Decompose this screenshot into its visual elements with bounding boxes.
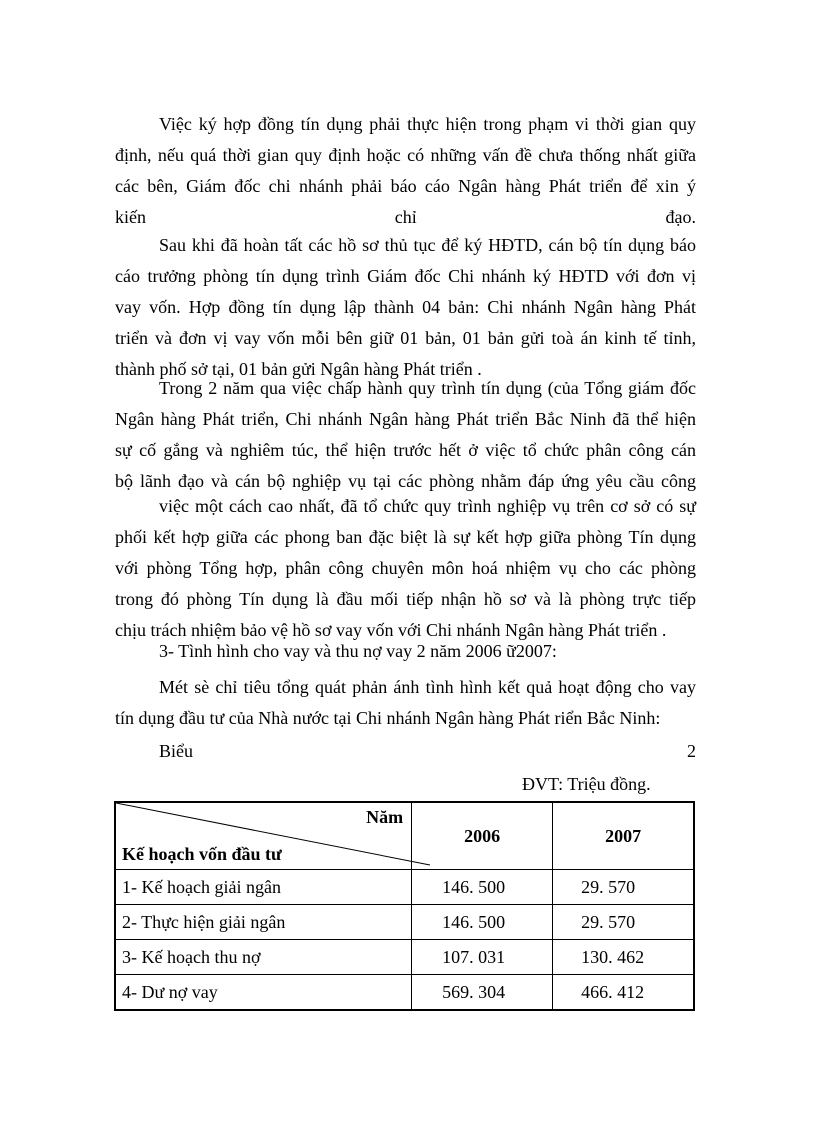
value-2006: 107. 031	[412, 940, 553, 975]
caption-label: Biểu	[159, 741, 193, 761]
table-header-row	[115, 802, 694, 870]
text-line: định, nếu quá thời gian quy định hoặc có những vấn đề chưa thống nhất giữa	[115, 145, 696, 165]
unit-label: ĐVT: Triệu đồng.	[522, 774, 651, 794]
header-year-label: Năm	[366, 807, 404, 827]
text-line: cáo trưởng phòng tín dụng trình Giám đốc Chi nhánh ký HĐTD với đơn vị	[115, 266, 696, 286]
paragraph-hdtd-procedure	[115, 230, 696, 385]
caption-number: 2	[687, 741, 696, 761]
word: kiến	[115, 207, 146, 227]
row-label: 2- Thực hiện giải ngân	[115, 905, 412, 940]
value-2007: 466. 412	[553, 975, 694, 1011]
table-row	[115, 905, 694, 940]
value-2007: 130. 462	[553, 940, 694, 975]
text-line: phối kết hợp giữa các phong ban đặc biệt là sự kết hợp giữa phòng Tín dụng	[115, 527, 696, 547]
text-line: Ngân hàng Phát triển, Chi nhánh Ngân hàng Phát triển Bắc Ninh đã thể hiện	[115, 409, 696, 429]
table-row	[115, 975, 694, 1011]
text-line: 3- Tình hình cho vay và thu nợ vay 2 năm 2006 ữ2007:	[159, 641, 557, 661]
diagonal-header-cell	[115, 802, 412, 870]
text-line: Việc ký hợp đồng tín dụng phải thực hiện trong phạm vi thời gian quy	[159, 114, 696, 134]
table-row	[115, 940, 694, 975]
header-2006: 2006	[412, 802, 553, 870]
table-row	[115, 870, 694, 905]
row-label: 3- Kế hoạch thu nợ	[115, 940, 412, 975]
section-heading	[115, 636, 696, 667]
word: đạo.	[665, 207, 696, 227]
value-2007: 29. 570	[553, 870, 694, 905]
investment-table	[114, 801, 695, 1011]
row-label: 4- Dư nợ vay	[115, 975, 412, 1011]
text-line: thành phố sở tại, 01 bản gửi Ngân hàng Phát triển .	[115, 359, 482, 379]
text-line: tín dụng đầu tư của Nhà nước tại Chi nhánh Ngân hàng Phát riển Bắc Ninh:	[115, 708, 661, 728]
text-line: trong đó phòng Tín dụng là đầu mối tiếp nhận hồ sơ và là phòng trực tiếp	[115, 589, 696, 609]
paragraph-two-years	[115, 373, 696, 497]
text-line: bộ lãnh đạo và cán bộ nghiệp vụ tại các phòng nhằm đáp ứng yêu cầu công	[115, 471, 696, 491]
text-line: việc một cách cao nhất, đã tổ chức quy trình nghiệp vụ trên cơ sở có sự	[159, 496, 696, 516]
text-line: Mét sè chỉ tiêu tổng quát phản ánh tình hình kết quả hoạt động cho vay	[159, 677, 696, 697]
text-line: các bên, Giám đốc chi nhánh phải báo cáo Ngân hàng Phát triển để xin ý	[115, 176, 696, 196]
value-2007: 29. 570	[553, 905, 694, 940]
value-2006: 146. 500	[412, 870, 553, 905]
text-line: chịu trách nhiệm bảo vệ hồ sơ vay vốn với Chi nhánh Ngân hàng Phát triển .	[115, 620, 667, 640]
value-2006: 146. 500	[412, 905, 553, 940]
text-line: triển và đơn vị vay vốn mỗi bên giữ 01 bản, 01 bản gửi toà án kinh tế tỉnh,	[115, 328, 696, 348]
text-line: Trong 2 năm qua việc chấp hành quy trình tín dụng (của Tổng giám đốc	[159, 378, 696, 398]
paragraph-contract-signing	[115, 109, 696, 233]
table-caption	[159, 736, 696, 767]
text-line: sự cố gắng và nghiêm túc, thể hiện trước hết ở việc tổ chức phân công cán	[115, 440, 696, 460]
text-line: với phòng Tổng hợp, phân công chuyên môn hoá nhiệm vụ cho các phòng	[115, 558, 696, 578]
paragraph-organization	[115, 491, 696, 646]
paragraph-indicators	[115, 672, 696, 734]
caption-line	[159, 736, 696, 767]
header-2007: 2007	[553, 802, 694, 870]
text-line: Sau khi đã hoàn tất các hồ sơ thủ tục để ký HĐTD, cán bộ tín dụng báo	[159, 235, 696, 255]
row-label: 1- Kế hoạch giải ngân	[115, 870, 412, 905]
text-line-spread	[115, 202, 696, 233]
value-2006: 569. 304	[412, 975, 553, 1011]
word: chỉ	[394, 207, 417, 227]
header-row-label: Kế hoạch vốn đầu tư	[122, 844, 282, 864]
text-line: vay vốn. Hợp đồng tín dụng lập thành 04 bản: Chi nhánh Ngân hàng Phát	[115, 297, 696, 317]
